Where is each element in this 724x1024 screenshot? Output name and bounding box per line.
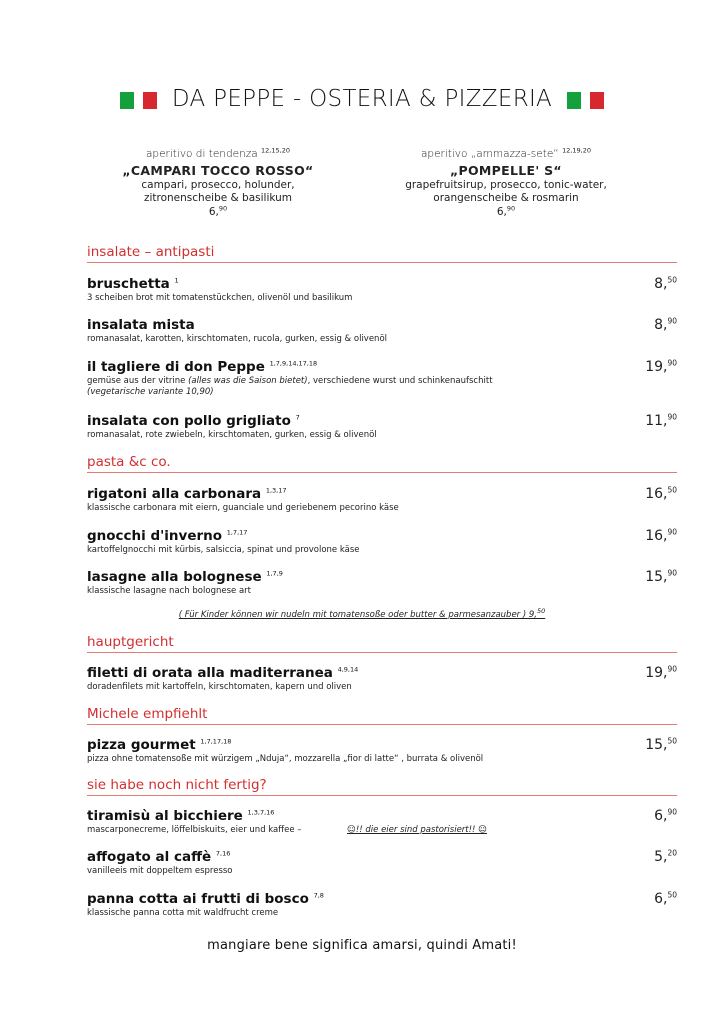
menu-item-lasagne [87,569,677,597]
item-price: 5,20 [654,848,677,865]
menu-item-affogato [87,849,677,877]
item-description: 3 scheiben brot mit tomatenstückchen, olivenöl und basilikum [87,293,353,303]
item-description: gemüse aus der vitrine (alles was die Saison bietet), verschiedene wurst und schinkenaufschitt [87,376,493,386]
menu-header [0,86,724,112]
restaurant-title: DA PEPPE - OSTERIA & PIZZERIA [171,86,553,112]
tiramisu-egg-warning: ☺!! die eier sind pastorisiert!! ☺ [347,825,488,835]
menu-item-pizza-gourmet [87,737,677,765]
item-price: 6,50 [654,890,677,907]
item-price: 16,90 [645,527,677,544]
item-allergens: 1,7,17,18 [200,737,232,746]
item-name: pizza gourmet [87,737,196,753]
item-description: pizza ohne tomatensoße mit würzigem „Nduja“, mozzarella „fior di latte“ , burrata & olivenöl [87,754,484,764]
menu-item-carbonara [87,486,677,514]
item-allergens: 1 [174,276,179,285]
aperitivo-intro: aperitivo „ammazza-sete“ [420,148,559,160]
aperitivo-desc-line2: zitronenscheibe & basilikum [143,192,293,204]
item-description: romanasalat, karotten, kirschtomaten, rucola, gurken, essig & olivenöl [87,334,388,344]
menu-item-gnocchi [87,528,677,556]
item-allergens: 1,3,7,16 [247,808,275,817]
item-name: il tagliere di don Peppe [87,359,265,375]
item-name: rigatoni alla carbonara [87,486,262,502]
item-name: panna cotta ai frutti di bosco [87,891,309,907]
item-allergens: 7 [295,413,300,422]
item-description: vanilleeis mit doppeltem espresso [87,866,233,876]
aperitivo-allergens: 12,19,20 [562,146,592,155]
aperitivo-desc-line1: campari, prosecco, holunder, [141,178,295,191]
menu-item-panna-cotta [87,891,677,919]
aperitivo-price: 6,90 [208,204,228,218]
item-price: 6,90 [654,807,677,824]
item-name: affogato al caffè [87,849,212,865]
item-price: 19,90 [645,664,677,681]
menu-item-pollo [87,413,677,441]
item-allergens: 1,7,9,14,17,18 [269,359,318,368]
aperitivo-campari [88,148,348,219]
item-name: insalata con pollo grigliato [87,413,291,429]
menu-item-orata [87,665,677,693]
menu-item-bruschetta [87,276,677,304]
footer-motto: mangiare bene significa amarsi, quindi Amati! [207,938,517,953]
italian-flag-right-icon [567,90,604,109]
item-price: 8,90 [654,316,677,333]
item-price: 8,50 [654,275,677,292]
item-price: 19,90 [645,358,677,375]
aperitivo-pompelle [376,148,636,219]
section-heading-michele: Michele empfiehlt [87,706,677,725]
item-price: 15,90 [645,568,677,585]
kids-note: ( Für Kinder können wir nudeln mit tomatensoße oder butter & parmesanzauber ) 9,50 [178,607,546,620]
item-price: 16,50 [645,485,677,502]
aperitivo-name: „POMPELLE' S“ [450,162,562,178]
item-description: kartoffelgnocchi mit kürbis, salsiccia, spinat und provolone käse [87,545,360,555]
section-heading-dessert: sie habe noch nicht fertig? [87,777,677,796]
aperitivo-price: 6,90 [496,204,516,218]
aperitivo-desc-line1: grapefruitsirup, prosecco, tonic-water, [405,178,607,191]
menu-item-insalata-mista [87,317,677,345]
aperitivo-name: „CAMPARI TOCCO ROSSO“ [122,162,314,178]
section-heading-hauptgericht: hauptgericht [87,634,677,653]
item-name: insalata mista [87,317,195,333]
item-name: tiramisù al bicchiere [87,808,243,824]
item-name: lasagne alla bolognese [87,569,262,585]
item-description: klassische panna cotta mit waldfrucht creme [87,908,279,918]
item-name: gnocchi d'inverno [87,528,223,544]
section-heading-pasta: pasta &c co. [87,454,677,473]
item-allergens: 1,7,9 [266,569,283,578]
item-description: romanasalat, rote zwiebeln, kirschtomaten, gurken, essig & olivenöl [87,430,377,440]
item-name: filetti di orata alla maditerranea [87,665,333,681]
item-price: 15,50 [645,736,677,753]
item-allergens: 7,16 [215,849,231,858]
item-name: bruschetta [87,276,170,292]
item-description: mascarponecreme, löffelbiskuits, eier und kaffee – [87,825,302,835]
aperitivo-allergens: 12,15,20 [261,146,290,155]
item-description: klassische carbonara mit eiern, guanciale und geriebenem pecorino käse [87,503,399,513]
item-allergens: 7,8 [313,891,324,900]
aperitivo-desc-line2: orangenscheibe & rosmarin [433,192,579,204]
section-heading-insalate: insalate – antipasti [87,244,677,263]
italian-flag-left-icon [120,90,157,109]
item-allergens: 1,3,17 [265,486,287,495]
item-allergens: 4,9,14 [337,665,359,674]
item-description: doradenfilets mit kartoffeln, kirschtomaten, kapern und oliven [87,682,352,692]
aperitivo-intro: aperitivo di tendenza [146,148,258,160]
menu-item-tagliere [87,359,677,398]
item-price: 11,90 [645,412,677,429]
item-allergens: 1,7,17 [226,528,248,537]
item-description: klassische lasagne nach bolognese art [87,586,251,596]
item-description-vegetarian: (vegetarische variante 10,90) [87,387,214,397]
